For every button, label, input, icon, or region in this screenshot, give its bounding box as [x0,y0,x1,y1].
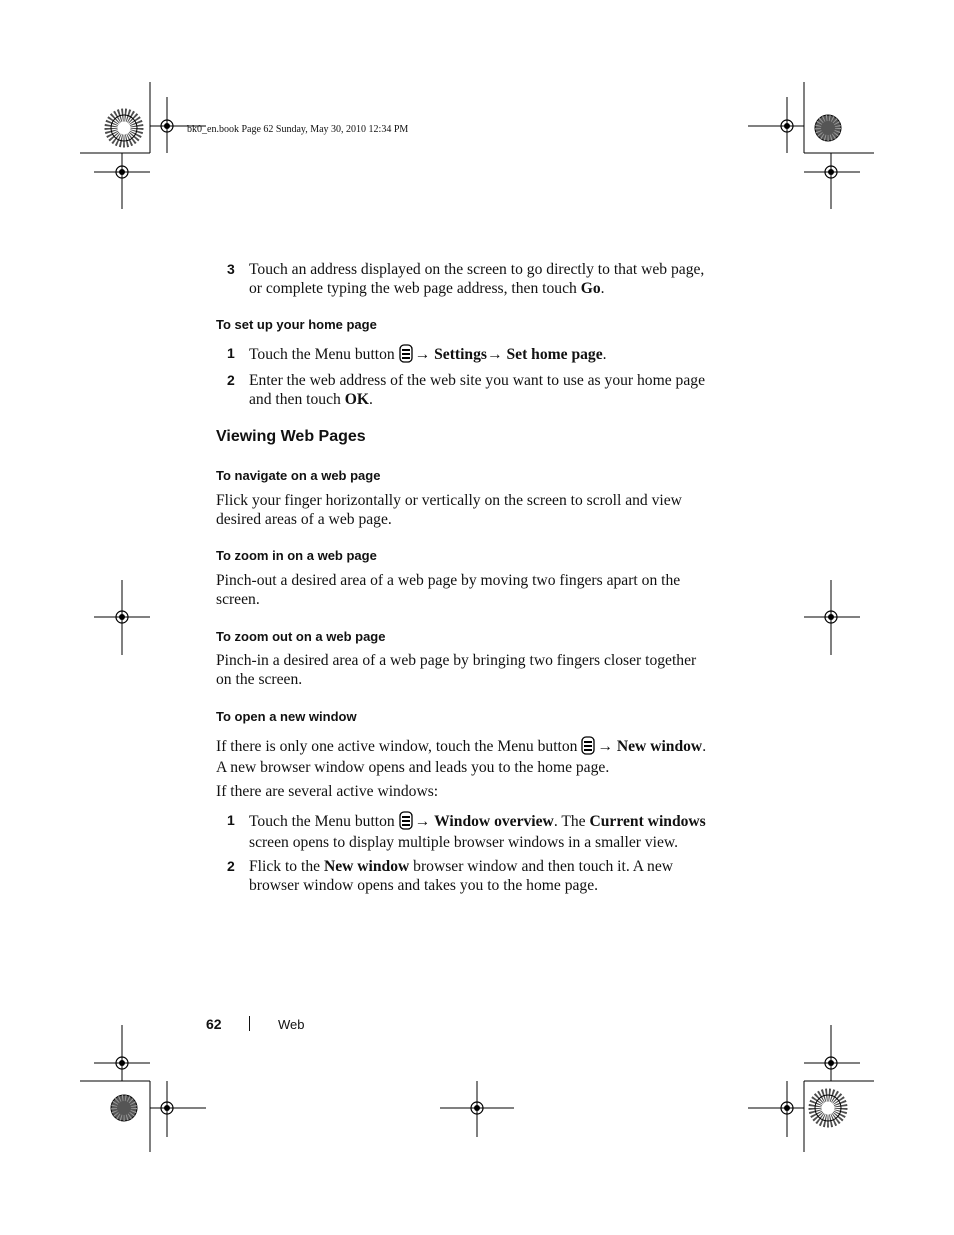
menu-button-icon [581,736,595,755]
paragraph [216,491,716,529]
text-span: . [600,280,605,297]
para-line: A new browser window opens and leads you to the home page. [216,759,610,776]
text-span: . [702,738,707,755]
step-line [249,811,706,831]
window-overview-label: Window overview [434,813,554,830]
step-line [249,279,704,298]
step-number: 2 [227,372,235,388]
step-text [249,371,705,409]
step-line [249,857,673,876]
current-windows-label: Current windows [589,813,706,830]
text-span: or complete typing the web page address, then touch [249,280,581,297]
new-window-label: New window [323,858,410,875]
settings-label: Settings [434,346,487,363]
step-number: 1 [227,812,235,828]
text-span: Touch the Menu button [249,813,399,830]
step-line: Enter the web address of the web site you want to use as your home page [249,372,705,389]
step-line: browser window opens and takes you to the home page. [249,877,599,894]
arrow-icon: → [486,346,503,363]
arrow-icon: → [414,346,431,363]
chapter-title: Web [278,1017,305,1032]
text-span: If there is only one active window, touch the Menu button [216,738,582,755]
text-span: . [368,391,373,408]
paragraph [216,651,716,689]
para-line: screen. [216,591,260,608]
step-text [249,260,704,298]
procedure-heading: To open a new window [216,709,357,724]
ok-label: OK [344,391,369,408]
text-span: . [602,346,607,363]
text-span: Touch the Menu button [249,346,399,363]
procedure-heading: To zoom in on a web page [216,548,377,563]
step-text [249,811,706,852]
arrow-icon: → [414,813,431,830]
step-line: Touch an address displayed on the screen to go directly to that web page, [249,261,705,278]
text-span: . The [553,813,590,830]
paragraph [216,571,716,609]
text-span: browser window and then touch it. A new [409,858,674,875]
step-line [249,390,705,409]
text-span: and then touch [249,391,345,408]
para-line: desired areas of a web page. [216,511,392,528]
para-line: Flick your finger horizontally or vertically on the screen to scroll and view [216,492,682,509]
text-span: Flick to the [249,858,324,875]
menu-button-icon [399,344,413,363]
step-text [249,344,607,364]
step-number: 1 [227,345,235,361]
procedure-heading: To set up your home page [216,317,377,332]
step-number: 3 [227,261,235,277]
para-line: on the screen. [216,671,303,688]
paragraph: If there are several active windows: [216,783,439,800]
procedure-heading: To zoom out on a web page [216,629,386,644]
step-text [249,857,673,895]
new-window-label: New window [616,738,703,755]
para-line: Pinch-in a desired area of a web page by bringing two fingers closer together [216,652,697,669]
set-home-page-label: Set home page [506,346,603,363]
section-heading: Viewing Web Pages [216,428,366,445]
print-slug: bk0_en.book Page 62 Sunday, May 30, 2010 12:34 PM [187,124,409,135]
footer-divider [249,1016,250,1031]
paragraph [216,736,736,777]
menu-button-icon [399,811,413,830]
para-line [216,736,736,756]
step-line: screen opens to display multiple browser windows in a smaller view. [249,834,679,851]
arrow-icon: → [597,738,613,755]
para-line: Pinch-out a desired area of a web page by moving two fingers apart on the [216,572,681,589]
step-number: 2 [227,858,235,874]
go-label: Go [580,280,601,297]
page-number: 62 [206,1016,222,1032]
procedure-heading: To navigate on a web page [216,468,381,483]
